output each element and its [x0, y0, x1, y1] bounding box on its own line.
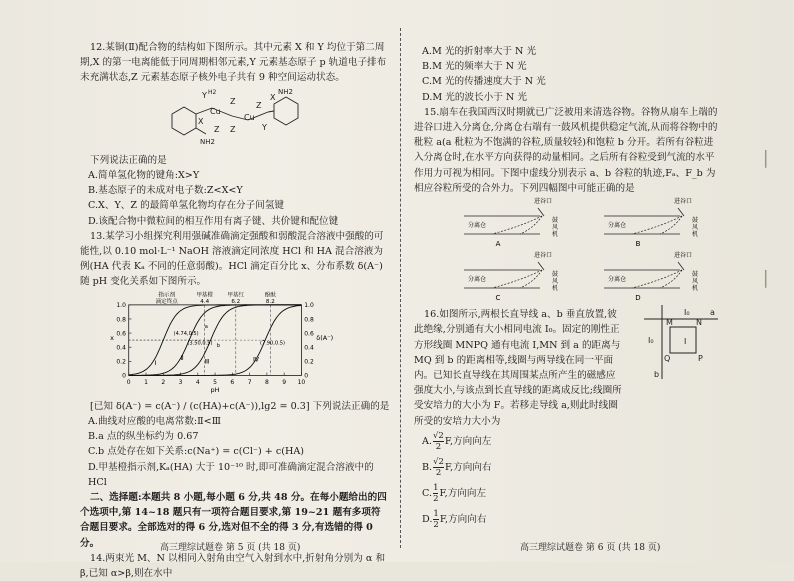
struct-label: X: [270, 92, 276, 102]
fraction-numerator: √2: [433, 457, 444, 468]
y-tick-label-right: 0.6: [304, 330, 314, 338]
coil-q-label: Q: [664, 354, 671, 364]
indicator-label: 指示剂: [158, 292, 176, 299]
wire-a-label: a: [710, 308, 715, 318]
q13-option-c: C.b 点处存在如下关系:c(Na⁺) = c(Cl⁻) + c(HA): [88, 446, 305, 458]
inlet-funnel: [538, 208, 544, 216]
inlet-funnel: [538, 262, 544, 270]
binding-margin-mark: ▏: [765, 150, 777, 168]
struct-label: Z: [230, 96, 236, 106]
q14-option-c: C.M 光的传播速度大于 N 光: [422, 76, 546, 88]
chart-annotation: (3.50,0.5): [187, 340, 213, 347]
q12-option-c: C.X、Y、Z 的最简单氢化物均存在分子间氢键: [88, 200, 285, 212]
fan-label: 鼓: [692, 271, 699, 279]
y-tick-label: 0.4: [116, 344, 126, 352]
q12-option-a: A.简单氢化物的键角:X>Y: [88, 170, 200, 182]
chamber-label: 分离仓: [468, 222, 487, 230]
fraction: [433, 457, 444, 478]
y-tick-label-right: 0.2: [304, 358, 314, 366]
chart-annotation: (7.90,0.5): [259, 340, 286, 347]
q13-formula: [已知 δ(A⁻) = c(A⁻) / (c(HA)+c(A⁻)),lg2 = 0.3] 下列说法正确的是: [90, 400, 390, 412]
section-2-heading: 二、选择题:本题共 8 小题,每小题 6 分,共 48 分。在每小题给出的四个选项中,第 14~18 题只有一项符合题目要求,第 19~21 题有多项符合题目要求。全部选对的得 6 分,选对但不全的得 3 分,有选错的得 0 分。: [80, 492, 387, 549]
x-axis-label: pH: [210, 385, 220, 394]
option-letter: D.: [422, 514, 433, 526]
fan-label: 风: [692, 278, 699, 286]
indicator-value: 6.2: [231, 298, 241, 305]
struct-label: Z: [256, 100, 262, 110]
q12-option-b: B.基态原子的未成对电子数:Z<X<Y: [88, 185, 243, 197]
curve-label: Ⅲ: [204, 357, 210, 366]
chamber-label: 分离仓: [608, 276, 627, 284]
option-letter: A.: [422, 436, 432, 448]
y-tick-label-right: 0: [304, 372, 309, 380]
chamber-label: 分离仓: [608, 222, 627, 230]
x-tick-label: 2: [161, 378, 166, 386]
q14-stem: 14.两束光 M、N 以相同入射角由空气入射到水中,折射角分别为 α 和 β,已知 α>β,则在水中: [80, 552, 386, 580]
q16-option-c: [414, 481, 719, 507]
q16-stem: 16.如图所示,两根长直导线 a、b 垂直放置,彼此绝缘,分别通有大小相同电流 I₀。固定的刚性正方形线圈 MNPQ 通有电流 I,MN 到 a 的距离与 MQ 到 b 的距离相等,线圈与两导线在同一平面内。已知长直导线在其周围某点所产生的磁感应强度大小,与该点到长直导线的距离成反比;线圈所受安培力的大小为 F。若移走导线 a,则此时线圈所受的安培力大小为: [414, 309, 622, 427]
struct-label: NH2: [278, 87, 293, 96]
q16-option-b: [414, 455, 719, 481]
x-tick-label: 3: [178, 378, 183, 386]
y-tick-label: 0.2: [116, 358, 126, 366]
q16-option-a: [414, 429, 719, 455]
y-axis-label-right: δ(A⁻): [316, 333, 334, 342]
option-letter: C.: [422, 488, 433, 500]
binding-margin-mark: ▏: [765, 270, 777, 288]
wire-a-current-label: I₀: [684, 308, 690, 318]
q16-options: [414, 429, 719, 533]
x-tick-label: 4: [195, 378, 200, 386]
wire-b-current-label: I₀: [648, 336, 654, 346]
fan-label: 机: [692, 231, 699, 239]
inlet-funnel: [678, 262, 684, 270]
x-tick-label: 6: [230, 378, 235, 386]
q14-option-b: B.M 光的频率大于 N 光: [422, 61, 527, 73]
coil-m-label: M: [666, 318, 673, 328]
y-tick-label-right: 0.4: [304, 344, 314, 352]
y-tick-label: 0: [122, 372, 126, 380]
left-footer: 高三理综试题卷 第 5 页 (共 18 页): [160, 543, 301, 553]
chart-annotation: (4.74,0.5): [173, 330, 199, 337]
indicator-value: 4.4: [200, 298, 210, 305]
q12-stem: 12.某铜(Ⅱ)配合物的结构如下图所示。其中元素 X 和 Y 均位于第二周期,X 的第一电离能低于同周期相邻元素,Y 元素基态原子 p 轨道电子排布未充满状态,Z 元素基态原子核外电子共有 9 种空间运动状态。: [80, 42, 387, 84]
q13-chart: [96, 290, 336, 394]
indicator-label: 滴定终点: [155, 298, 178, 305]
y-tick-label: 1.0: [116, 301, 126, 309]
curve-label: Ⅳ: [253, 354, 260, 363]
q13-stem: 13.某学习小组探究利用强碱准确滴定强酸和弱酸混合溶液中强酸的可能性,以 0.10 mol·L⁻¹ NaOH 溶液滴定同浓度 HCl 和 HA 混合溶液为例(HA 代表 Kₐ 不同的任意弱酸)。HCl 滴定百分比 x、分布系数 δ(A⁻) 随 pH 变化关系如下图所示。: [80, 230, 384, 288]
x-tick-label: 1: [144, 378, 148, 386]
x-tick-label: 9: [282, 378, 287, 386]
fraction-numerator: 1: [433, 509, 439, 520]
trajectory-b: [660, 216, 682, 234]
q16-option-d: [414, 507, 719, 533]
column-divider: [400, 28, 401, 548]
struct-label: Z: [230, 124, 236, 134]
q13-option-b: B.a 点的纵坐标约为 0.67: [88, 431, 199, 443]
inlet-label: 进谷口: [534, 252, 553, 260]
struct-label: Y: [262, 122, 267, 132]
trajectory-b: [660, 270, 682, 288]
curve-label: Ⅱ: [180, 353, 184, 362]
chart-annotation: a: [204, 323, 208, 330]
y-tick-label: 0.8: [116, 315, 126, 323]
q12-structure: [80, 86, 380, 148]
fan-label: 机: [552, 231, 559, 239]
fan-label: 机: [692, 285, 699, 293]
fraction: [433, 431, 444, 452]
q15-stem: 15.扇车在我国西汉时期就已广泛被用来清选谷物。谷物从扇车上端的进谷口进入分离仓,分离仓右端有一鼓风机提供稳定气流,从而将谷物中的秕粒 a(a 秕粒为不饱满的谷粒,质量较轻)和饱粒 b 分开。若所有谷粒进入分离仓时,在水平方向获得的动量相同。之后所有谷粒受到气流的水平作用力可视为相同。下图中虚线分别表示 a、b 谷粒的轨迹,Fₐ、F_b 为相应谷粒所受的合外力。下列四幅图中可能正确的是: [414, 106, 718, 194]
option-text: F,方向向右: [444, 462, 492, 474]
y-tick-label-right: 0.8: [304, 315, 314, 323]
x-tick-label: 5: [213, 378, 217, 386]
figure-letter: C: [495, 294, 501, 303]
chart-annotation: b: [216, 342, 221, 349]
inlet-label: 进谷口: [674, 252, 693, 260]
x-tick-label: 10: [297, 378, 306, 386]
figure-letter: B: [635, 240, 641, 249]
figure-letter: D: [635, 294, 641, 303]
coil-p-label: P: [698, 354, 703, 364]
wire-b-label: b: [654, 370, 660, 380]
fan-label: 机: [552, 285, 559, 293]
y-axis-label-left: x: [110, 333, 115, 342]
left-column: [80, 40, 390, 581]
fraction-denominator: 2: [433, 520, 439, 531]
inlet-label: 进谷口: [534, 198, 553, 206]
indicator-value: 8.2: [265, 298, 275, 305]
fan-label: 鼓: [692, 217, 699, 225]
fraction: [433, 509, 438, 530]
fraction-denominator: 2: [435, 468, 442, 479]
option-text: F,方向向右: [439, 514, 487, 526]
struct-label: Z: [214, 124, 220, 134]
chamber-label: 分离仓: [468, 276, 487, 284]
q15-figures: [462, 196, 762, 302]
figure-letter: A: [495, 240, 501, 249]
fraction-denominator: 2: [435, 442, 442, 453]
trajectory-b: [520, 216, 542, 234]
q13-option-d: D.甲基橙指示剂,Kₐ(HA) 大于 10⁻¹⁰ 时,即可准确滴定混合溶液中的 HCl: [88, 461, 374, 488]
struct-label: Cu: [210, 106, 221, 116]
y-tick-label: 0.6: [116, 330, 126, 338]
y-tick-label-right: 1.0: [304, 301, 314, 309]
fan-label: 风: [692, 224, 699, 232]
curve-label: Ⅰ: [154, 358, 157, 367]
struct-label: H2: [208, 88, 217, 96]
option-letter: B.: [422, 462, 433, 474]
fraction-numerator: 1: [433, 483, 439, 494]
struct-label: NH2: [200, 137, 215, 146]
struct-label: Cu: [244, 112, 255, 122]
fan-label: 鼓: [552, 217, 559, 225]
option-text: F,方向向左: [439, 488, 487, 500]
q13-option-a: A.曲线对应酸的电离常数:Ⅱ<Ⅲ: [88, 416, 221, 428]
q14-option-d: D.M 光的波长小于 N 光: [422, 91, 527, 103]
fan-label: 鼓: [552, 271, 559, 279]
fraction-numerator: √2: [432, 431, 444, 442]
inlet-funnel: [678, 208, 684, 216]
indicator-label: 甲基红: [227, 292, 245, 299]
struct-label: Y: [202, 90, 207, 100]
right-column: [414, 44, 719, 533]
inlet-label: 进谷口: [674, 198, 693, 206]
coil-n-label: N: [696, 318, 702, 328]
trajectory-b: [520, 270, 542, 288]
coil-current-label: I: [684, 337, 687, 347]
option-text: F,方向向左: [444, 436, 492, 448]
q14-option-a: A.M 光的折射率大于 N 光: [422, 46, 537, 57]
x-tick-label: 8: [264, 378, 269, 386]
fraction: [433, 483, 438, 504]
fraction-denominator: 2: [433, 494, 439, 505]
q16-figure: [640, 301, 720, 381]
q12-prompt: 下列说法正确的是: [90, 154, 167, 166]
struct-label: X: [198, 116, 204, 126]
fan-label: 风: [552, 278, 559, 286]
q12-option-d: D.该配合物中微粒间的相互作用有离子键、共价键和配位键: [88, 215, 339, 227]
x-tick-label: 0: [126, 378, 131, 386]
x-tick-label: 7: [247, 378, 252, 386]
right-footer: 高三理综试题卷 第 6 页 (共 18 页): [520, 543, 661, 553]
indicator-label: 酚酞: [264, 292, 276, 299]
indicator-label: 甲基橙: [196, 292, 214, 299]
fan-label: 风: [552, 224, 559, 232]
